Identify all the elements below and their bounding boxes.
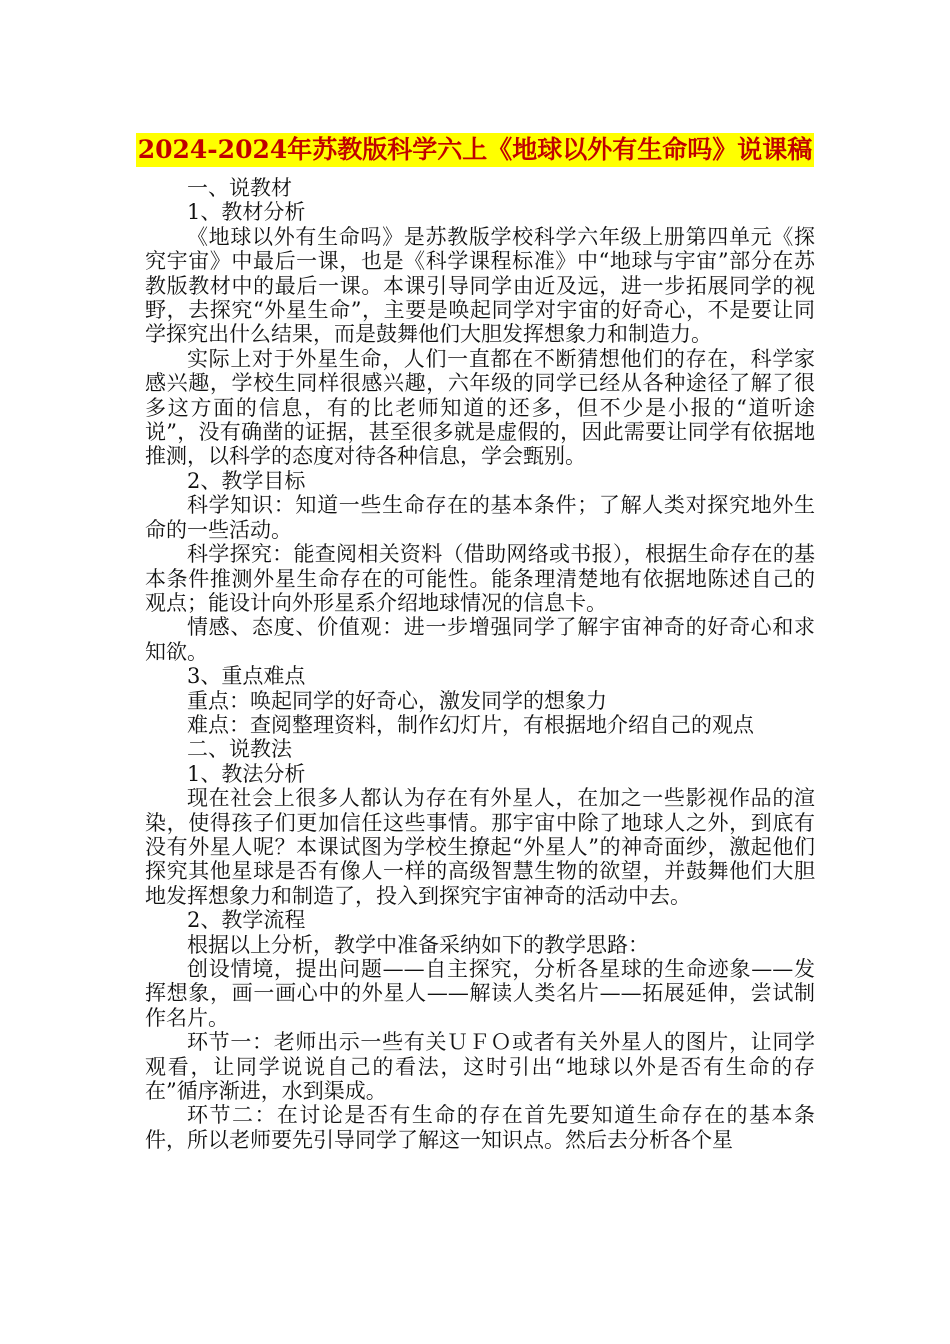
document-body (145, 176, 815, 1152)
paragraph: 重点：唤起同学的好奇心，激发同学的想象力 (187, 688, 607, 713)
subheading-material-analysis: 1、教材分析 (187, 200, 306, 225)
section-heading-teaching-material: 一、说教材 (187, 176, 292, 200)
subheading-key-points: 3、重点难点 (187, 664, 306, 689)
document-title: 2024-2024年苏教版科学六上《地球以外有生命吗》说课稿 (136, 133, 815, 167)
paragraph: 科学知识：知道一些生命存在的基本条件；了解人类对探究地外生命的一些活动。 (145, 493, 815, 542)
subheading-teaching-process: 2、教学流程 (187, 908, 306, 933)
paragraph: 环节二：在讨论是否有生命的存在首先要知道生命存在的基本条件，所以老师要先引导同学了解这一知识点。然后去分析各个星 (145, 1103, 815, 1152)
paragraph: 情感、态度、价值观：进一步增强同学了解宇宙神奇的好奇心和求知欲。 (145, 615, 815, 664)
paragraph: 环节一：老师出示一些有关ＵＦＯ或者有关外星人的图片，让同学观看，让同学说说自己的看法，这时引出“地球以外是否有生命的存在”循序渐进，水到渠成。 (145, 1030, 815, 1104)
paragraph: 现在社会上很多人都认为存在有外星人，在加之一些影视作品的渲染，使得孩子们更加信任这些事情。那宇宙中除了地球人之外，到底有没有外星人呢？本课试图为学校生撩起“外星人”的神奇面纱，激起他们探究其他星球是否有像人一样的高级智慧生物的欲望，并鼓舞他们大胆地发挥想象力和制造了，投入到探究宇宙神奇的活动中去。 (145, 786, 815, 908)
paragraph: 根据以上分析，教学中准备采纳如下的教学思路： (187, 932, 649, 957)
subheading-method-analysis: 1、教法分析 (187, 761, 306, 786)
subheading-teaching-goals: 2、教学目标 (187, 468, 306, 493)
paragraph: 《地球以外有生命吗》是苏教版学校科学六年级上册第四单元《探究宇宙》中最后一课，也是《科学课程标准》中“地球与宇宙”部分在苏教版教材中的最后一课。本课引导同学由近及远，进一步拓展同学的视野，去探究“外星生命”，主要是唤起同学对宇宙的好奇心，不是要让同学探究出什么结果，而是鼓舞他们大胆发挥想象力和制造力。 (145, 224, 815, 347)
paragraph: 实际上对于外星生命，人们一直都在不断猜想他们的存在，科学家感兴趣，学校生同样很感兴趣，六年级的同学已经从各种途径了解了很多这方面的信息，有的比老师知道的还多，但不少是小报的“道听途说”，没有确凿的证据，甚至很多就是虚假的，因此需要让同学有依据地推测，以科学的态度对待各种信息，学会甄别。 (145, 346, 815, 469)
paragraph: 科学探究：能查阅相关资料（借助网络或书报），根据生命存在的基本条件推测外星生命存在的可能性。能条理清楚地有依据地陈述自己的观点；能设计向外形星系介绍地球情况的信息卡。 (145, 542, 815, 615)
section-heading-teaching-method: 二、说教法 (187, 737, 292, 762)
paragraph: 难点：查阅整理资料，制作幻灯片，有根据地介绍自己的观点 (187, 712, 754, 737)
title-wrapper (0, 133, 950, 167)
paragraph: 创设情境，提出问题——自主探究，分析各星球的生命迹象——发挥想象，画一画心中的外星人——解读人类名片——拓展延伸，尝试制作名片。 (145, 957, 815, 1030)
